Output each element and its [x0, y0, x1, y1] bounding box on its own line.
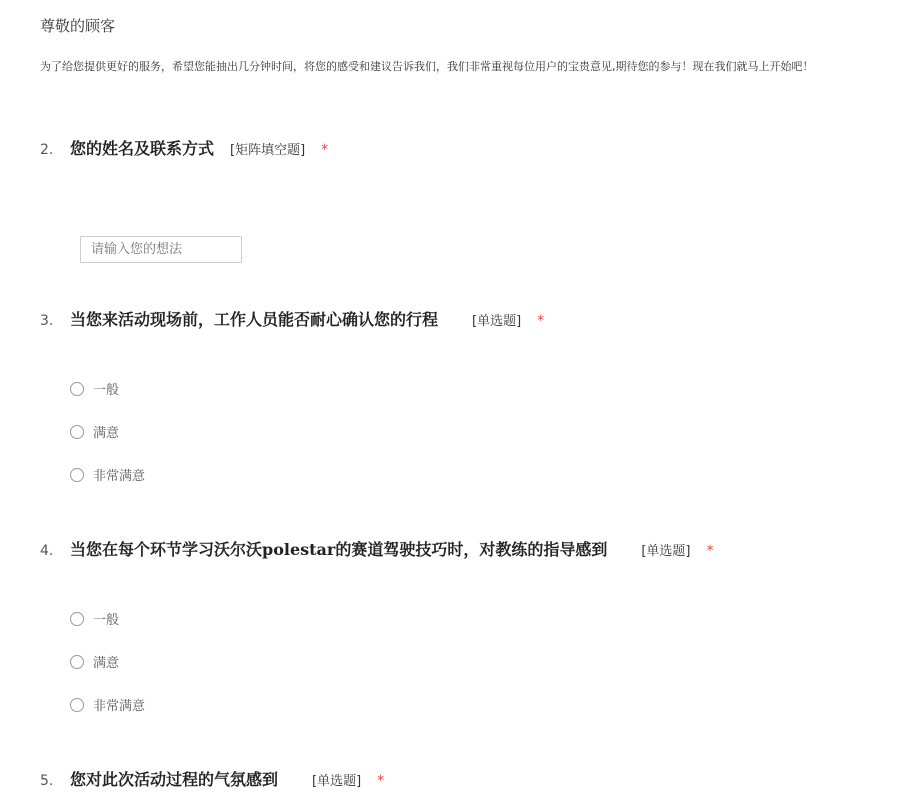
question-3: [40, 307, 544, 330]
question-5: [40, 767, 384, 790]
option-label: 一般: [93, 613, 120, 628]
radio-button[interactable]: [70, 425, 84, 439]
radio-button[interactable]: [70, 698, 84, 712]
question-4: [40, 537, 713, 560]
option-label: 一般: [93, 383, 120, 398]
required-asterisk: *: [537, 313, 545, 329]
radio-button[interactable]: [70, 655, 84, 669]
radio-button[interactable]: [70, 612, 84, 626]
question-title: 当您在每个环节学习沃尔沃polestar的赛道驾驶技巧时，对教练的指导感到: [70, 540, 608, 559]
question-type: [单选题]: [641, 544, 691, 559]
question-number: 2.: [40, 142, 54, 158]
required-asterisk: *: [321, 142, 329, 158]
question-2: [40, 136, 328, 159]
question-number: 5.: [40, 773, 54, 789]
q3-option-1[interactable]: [70, 379, 119, 398]
name-contact-input[interactable]: [80, 236, 242, 263]
q3-option-2[interactable]: [70, 422, 119, 441]
question-title: 当您来活动现场前，工作人员能否耐心确认您的行程: [70, 310, 439, 329]
radio-button[interactable]: [70, 468, 84, 482]
question-title: 您对此次活动过程的气氛感到: [70, 770, 279, 789]
required-asterisk: *: [706, 543, 714, 559]
option-label: 满意: [93, 656, 120, 671]
question-type: [单选题]: [312, 774, 362, 789]
survey-greeting: 尊敬的顾客: [40, 17, 116, 35]
question-type: [矩阵填空题]: [230, 143, 306, 158]
radio-button[interactable]: [70, 382, 84, 396]
question-title: 您的姓名及联系方式: [70, 139, 215, 158]
question-number: 4.: [40, 543, 54, 559]
q4-option-2[interactable]: [70, 652, 119, 671]
option-label: 非常满意: [93, 469, 146, 484]
question-number: 3.: [40, 313, 54, 329]
q4-option-1[interactable]: [70, 609, 119, 628]
required-asterisk: *: [377, 773, 385, 789]
survey-intro: 为了给您提供更好的服务，希望您能抽出几分钟时间，将您的感受和建议告诉我们，我们非常重视每位用户的宝贵意见,期待您的参与！现在我们就马上开始吧！: [40, 60, 814, 73]
q4-option-3[interactable]: [70, 695, 145, 714]
option-label: 非常满意: [93, 699, 146, 714]
q3-option-3[interactable]: [70, 465, 145, 484]
question-type: [单选题]: [472, 314, 522, 329]
option-label: 满意: [93, 426, 120, 441]
